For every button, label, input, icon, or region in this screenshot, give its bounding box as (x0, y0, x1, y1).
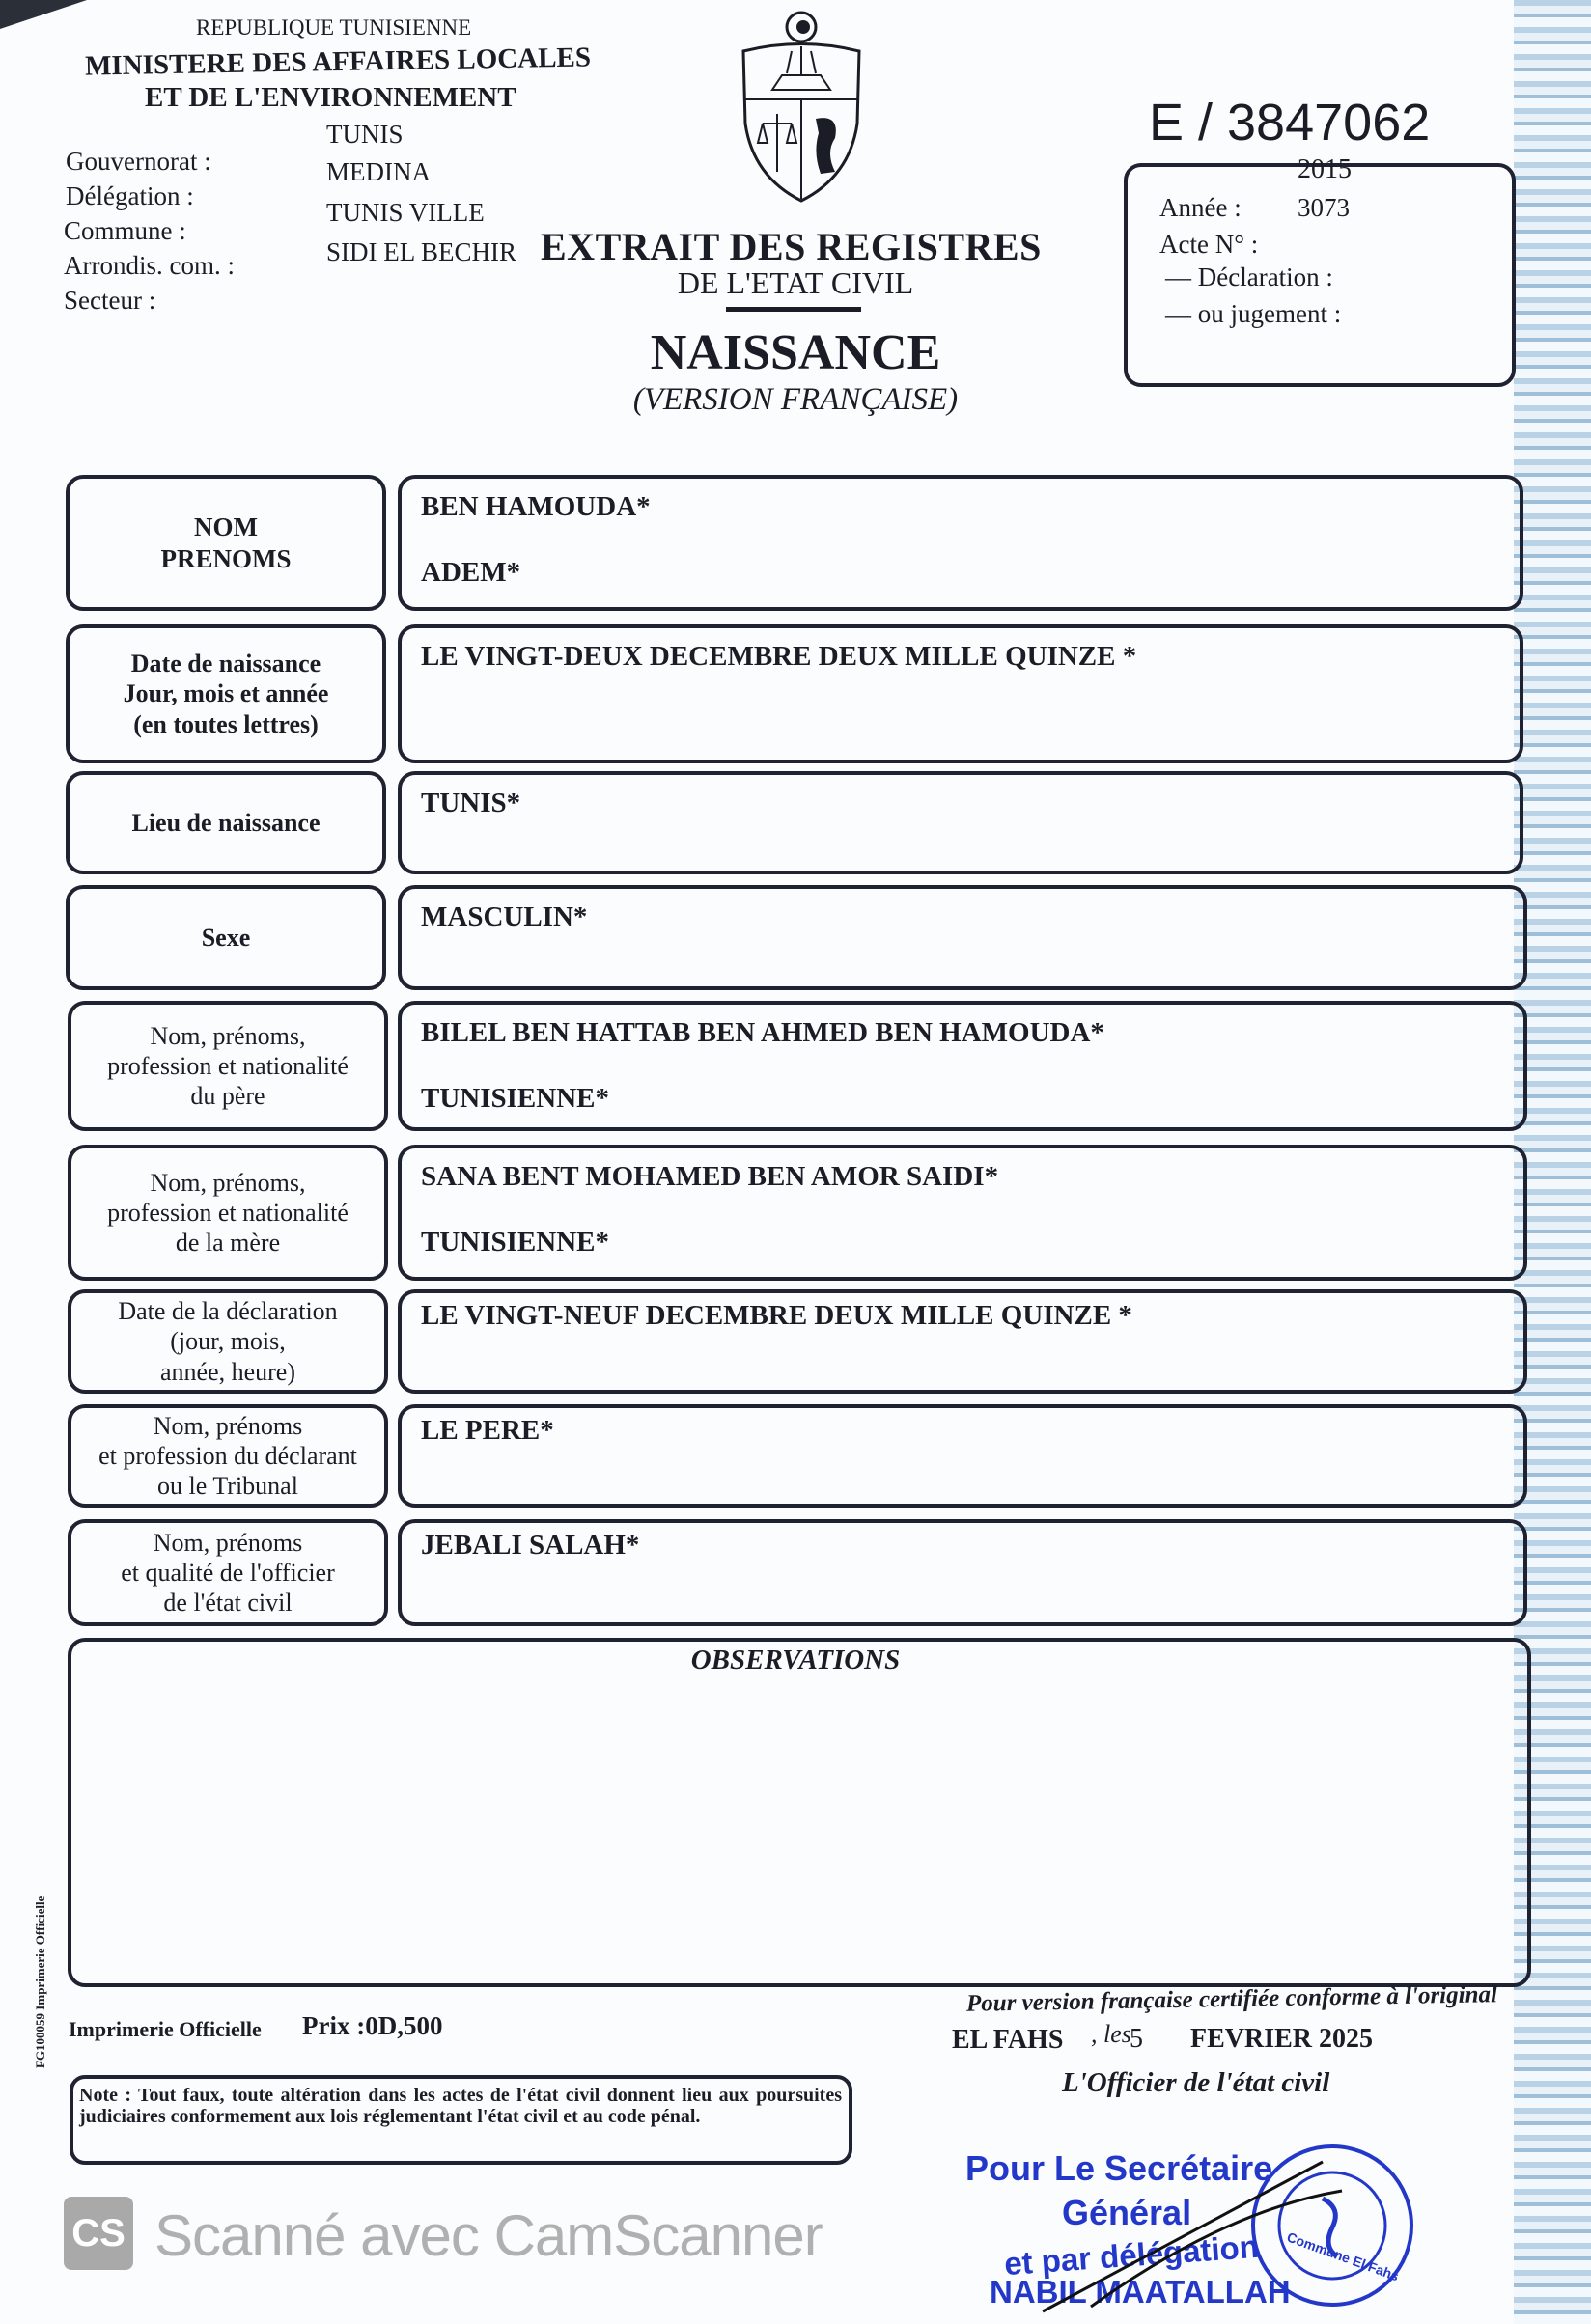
row-label (68, 1145, 388, 1281)
row-value-line: LE VINGT-NEUF DECEMBRE DEUX MILLE QUINZE * (421, 1300, 1132, 1331)
ministry-line2: ET DE L'ENVIRONNEMENT (145, 82, 516, 113)
row-label-text: Date de la déclaration (jour, mois, année, heure) (118, 1297, 338, 1386)
row-label (68, 1001, 388, 1131)
stamp-name: NABIL MAATALLAH (990, 2274, 1291, 2310)
observations-title: OBSERVATIONS (690, 1645, 901, 1675)
row-label (68, 1289, 388, 1394)
camscanner-watermark: Scanné avec CamScanner (154, 2203, 823, 2268)
stamp-line2: Général (1062, 2193, 1192, 2232)
row-value-line: TUNIS* (421, 788, 521, 818)
row-value-line: ADEM* (421, 557, 521, 589)
declaration-label: — Déclaration : (1165, 263, 1333, 291)
officer-label: L'Officier de l'état civil (1062, 2067, 1330, 2098)
annee-value: 3073 (1298, 193, 1350, 222)
row-value-line: LE PERE* (421, 1415, 554, 1446)
row-value (398, 475, 1523, 611)
certified-label: Pour version française certifiée conforme à l'original (965, 1981, 1498, 2017)
tunisia-coat-of-arms-icon (734, 8, 869, 206)
row-label-text: Nom, prénoms, profession et nationalité du père (107, 1021, 349, 1111)
row-label (66, 885, 386, 990)
arrondissement-value: SIDI EL BECHIR (326, 237, 516, 266)
printer-label: Imprimerie Officielle (69, 2017, 262, 2041)
observations-box (68, 1638, 1531, 1987)
row-value-line: SANA BENT MOHAMED BEN AMOR SAIDI* (421, 1161, 999, 1192)
row-value (398, 885, 1527, 990)
gouvernorat-value: TUNIS (326, 120, 404, 149)
row-value (398, 624, 1523, 763)
camscanner-logo (64, 2197, 133, 2270)
scan-corner (0, 0, 87, 29)
stamp-line1: Pour Le Secrétaire (965, 2148, 1273, 2188)
year-written: 2015 (1298, 154, 1352, 184)
gouvernorat-label: Gouvernorat : (66, 147, 211, 176)
date-day: 5 (1130, 2024, 1143, 2054)
commune-value: TUNIS VILLE (326, 198, 485, 227)
secteur-label: Secteur : (64, 286, 156, 315)
row-value-line: TUNISIENNE* (421, 1227, 609, 1259)
row-value (398, 771, 1523, 874)
doc-type-title: NAISSANCE (650, 325, 941, 380)
date-prefix: , les (1091, 2020, 1131, 2048)
commune-label: Commune : (64, 216, 186, 245)
ministry-line1: MINISTERE DES AFFAIRES LOCALES (84, 42, 592, 82)
row-label-text: Date de naissance Jour, mois et année (en toutes lettres) (123, 650, 329, 738)
row-value-line: BEN HAMOUDA* (421, 491, 651, 522)
row-label (66, 771, 386, 874)
stamp-line3: et par délégation (1002, 2227, 1260, 2282)
side-print-code: FG100059 Imprimerie Officielle (33, 1895, 47, 2068)
republic-label: REPUBLIQUE TUNISIENNE (196, 15, 472, 40)
place-label: EL FAHS (952, 2025, 1064, 2055)
row-label-text: NOM PRENOMS (160, 512, 292, 573)
row-label (66, 624, 386, 763)
row-label-text: Sexe (201, 923, 251, 952)
row-value-line: LE VINGT-DEUX DECEMBRE DEUX MILLE QUINZE * (421, 641, 1137, 672)
price-label: Prix :0D,500 (302, 2011, 443, 2040)
legal-note: Note : Tout faux, toute altération dans les actes de l'état civil donnent lieu aux poursuites judiciaires conformement aux lois réglementant l'état civil et au code pénal. (79, 2085, 842, 2128)
camscanner-logo-text: CS (71, 2211, 126, 2255)
row-value (398, 1001, 1527, 1131)
row-label (66, 475, 386, 611)
row-label-text: Nom, prénoms et qualité de l'officier de l'état civil (121, 1528, 335, 1618)
delegation-value: MEDINA (326, 157, 431, 186)
date-month-year: FEVRIER 2025 (1190, 2024, 1374, 2054)
row-value-line: BILEL BEN HATTAB BEN AHMED BEN HAMOUDA* (421, 1017, 1104, 1048)
version-label: (VERSION FRANÇAISE) (632, 382, 959, 417)
row-value-line: MASCULIN* (421, 901, 588, 932)
acte-number-label: Acte N° : (1159, 230, 1259, 259)
annee-label: Année : (1159, 193, 1242, 222)
delegation-label: Délégation : (66, 181, 194, 210)
row-label (68, 1519, 388, 1626)
row-value (398, 1289, 1527, 1394)
document-title: EXTRAIT DES REGISTRES (541, 225, 1042, 268)
row-value (398, 1404, 1527, 1508)
document-subtitle-text: DE L'ETAT CIVIL (677, 265, 914, 300)
row-value (398, 1145, 1527, 1281)
signature (1033, 2152, 1352, 2316)
row-value (398, 1519, 1527, 1626)
row-value-line: TUNISIENNE* (421, 1083, 609, 1115)
row-label-text: Nom, prénoms, profession et nationalité de la mère (107, 1168, 349, 1258)
row-value-line: JEBALI SALAH* (421, 1530, 640, 1561)
row-label (68, 1404, 388, 1508)
jugement-label: — ou jugement : (1165, 299, 1342, 328)
title-divider (726, 307, 861, 312)
arrondissement-label: Arrondis. com. : (64, 251, 235, 280)
seal-text: Commune El Fahs (1284, 2228, 1402, 2284)
serial-number: E / 3847062 (1149, 94, 1431, 152)
row-label-text: Nom, prénoms et profession du déclarant ou le Tribunal (98, 1411, 357, 1501)
row-label-text: Lieu de naissance (131, 808, 321, 837)
